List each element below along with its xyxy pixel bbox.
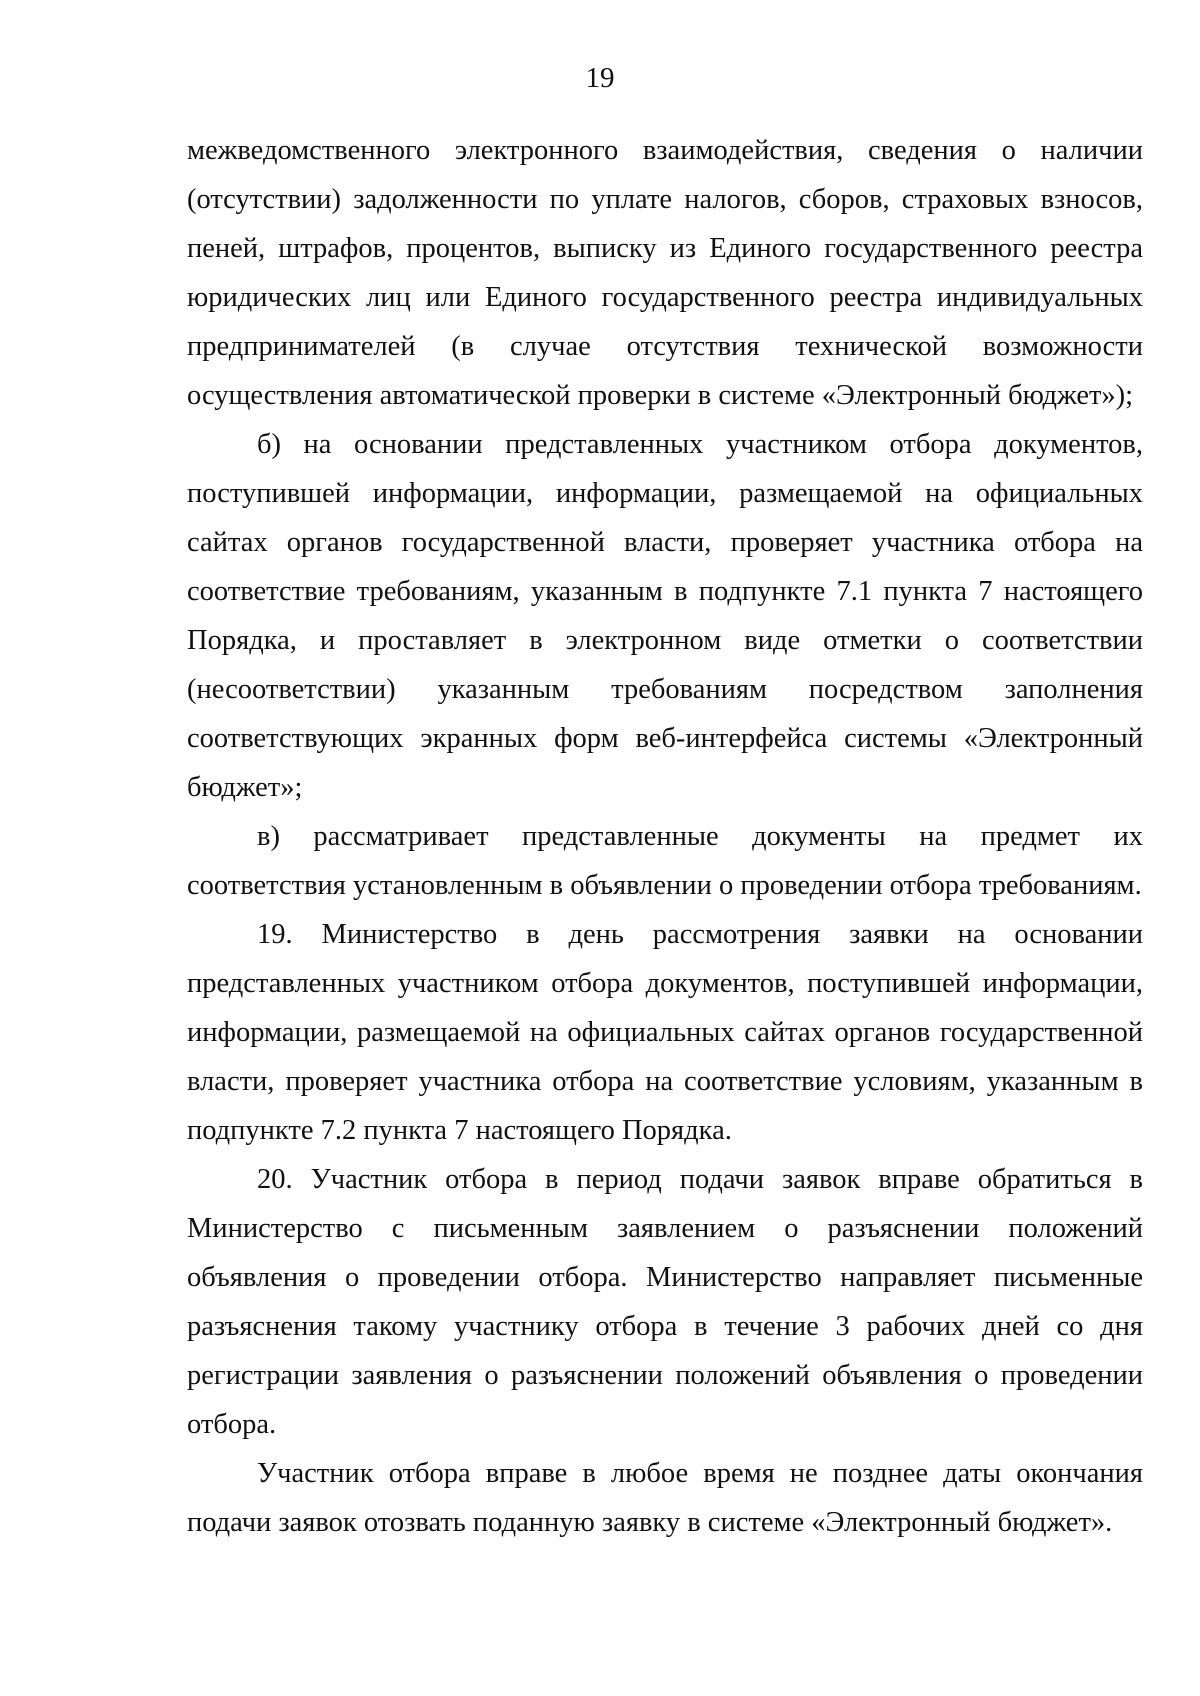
paragraph-withdrawal: Участник отбора вправе в любое время не позднее даты окончания подачи заявок отозвать поданную заявку в системе «Электронный бюджет». <box>187 1458 1143 1538</box>
paragraph-clause-20: 20. Участник отбора в период подачи заявок вправе обратиться в Министерство с письменным заявлением о разъяснении положений объявления о проведении отбора. Министерство направляет письменные разъяснения такому участнику отбора в течение 3 рабочих дней со дня регистрации заявления о разъяснении положений объявления о проведении отбора. <box>187 1164 1143 1440</box>
document-body <box>187 126 1143 1547</box>
page-number: 19 <box>585 62 615 94</box>
paragraph-clause-19: 19. Министерство в день рассмотрения заявки на основании представленных участником отбора документов, поступившей информации, информации, размещаемой на официальных сайтах органов государственной власти, проверяет участника отбора на соответствие условиям, указанным в подпункте 7.2 пункта 7 настоящего Порядка. <box>187 919 1143 1146</box>
paragraph-item-b: б) на основании представленных участником отбора документов, поступившей информации, информации, размещаемой на официальных сайтах органов государственной власти, проверяет участника отбора на соответствие требованиям, указанным в подпункте 7.1 пункта 7 настоящего Порядка, и проставляет в электронном виде отметки о соответствии (несоответствии) указанным требованиям посредством заполнения соответствующих экранных форм веб-интерфейса системы «Электронный бюджет»; <box>187 429 1143 803</box>
paragraph-continuation: межведомственного электронного взаимодействия, сведения о наличии (отсутствии) задолженности по уплате налогов, сборов, страховых взносов, пеней, штрафов, процентов, выписку из Единого государственного реестра юридических лиц или Единого государственного реестра индивидуальных предпринимателей (в случае отсутствия технической возможности осуществления автоматической проверки в системе «Электронный бюджет»); <box>187 135 1143 411</box>
paragraph-item-v: в) рассматривает представленные документы на предмет их соответствия установленным в объявлении о проведении отбора требованиям. <box>187 821 1143 901</box>
